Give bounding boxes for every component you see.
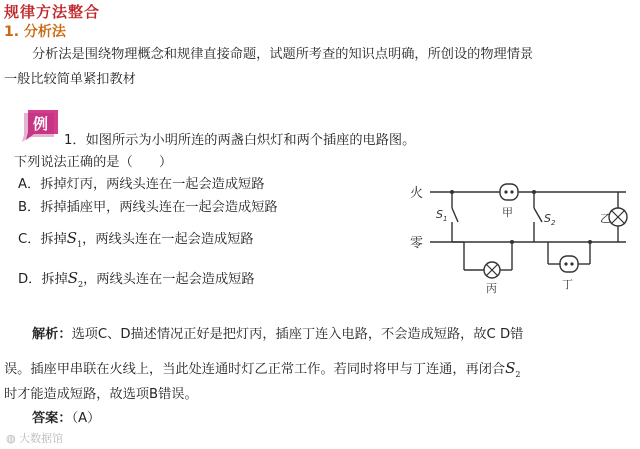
label-s1: $S_1$ — [436, 208, 448, 223]
socket-jia — [500, 184, 518, 200]
switch-s1 — [452, 208, 458, 222]
option-c-prefix: C．拆掉 — [18, 232, 67, 247]
label-yi: 乙 — [600, 212, 611, 225]
option-c — [18, 228, 254, 249]
intro-line-2: 一般比较简单紧扣教材 — [4, 72, 136, 87]
analysis-text-1: 选项C、D描述情况正好是把灯丙，插座丁连入电路，不会造成短路，故C D错 — [71, 327, 524, 342]
example-badge-label: 例 — [33, 115, 49, 133]
label-neutral: 零 — [410, 236, 424, 251]
label-live: 火 — [410, 186, 424, 201]
watermark-icon: ◍ — [6, 432, 20, 445]
analysis-line-2 — [4, 358, 521, 379]
answer-label: 答案： — [32, 411, 72, 426]
question-line-1: 1．如图所示为小明所连的两盏白炽灯和两个插座的电路图。 — [64, 133, 416, 148]
watermark-text: 大数据馆 — [19, 432, 64, 445]
page-title: 规律方法整合 — [4, 3, 101, 21]
circuit-diagram — [408, 178, 640, 296]
label-ding: 丁 — [562, 278, 573, 291]
option-d-symbol: $S_2$ — [67, 269, 84, 289]
section-heading: 1. 分析法 — [4, 24, 66, 40]
option-c-symbol: $S_1$ — [66, 229, 83, 249]
answer-value: （A） — [71, 411, 101, 426]
label-s2: $S_2$ — [544, 212, 556, 227]
example-badge — [20, 108, 62, 142]
switch-s2 — [534, 208, 542, 222]
option-d-prefix: D．拆掉 — [18, 272, 68, 287]
label-jia: 甲 — [502, 206, 513, 219]
option-c-suffix: ，两线头连在一起会造成短路 — [82, 232, 254, 247]
question-line-2: 下列说法正确的是（ ） — [14, 155, 173, 170]
intro-line-1: 分析法是围绕物理概念和规律直接命题，试题所考查的知识点明确，所创设的物理情景 — [32, 47, 534, 62]
analysis-line-1 — [32, 323, 523, 342]
option-b: B．拆掉插座甲，两线头连在一起会造成短路 — [18, 200, 278, 215]
answer-line — [32, 407, 100, 426]
analysis-symbol: $S_2$ — [505, 359, 521, 379]
analysis-line-3: 时才能造成短路，故选项B错误。 — [4, 387, 198, 402]
option-a: A．拆掉灯丙，两线头连在一起会造成短路 — [18, 177, 265, 192]
option-d-suffix: ，两线头连在一起会造成短路 — [83, 272, 255, 287]
socket-ding — [560, 256, 578, 272]
label-bing: 丙 — [486, 282, 497, 295]
analysis-label: 解析： — [32, 327, 72, 342]
analysis-text-2: 误。插座甲串联在火线上，当此处连通时灯乙正常工作。若同时将甲与丁连通，再闭合 — [4, 362, 506, 377]
watermark — [6, 430, 63, 446]
option-d — [18, 268, 255, 289]
